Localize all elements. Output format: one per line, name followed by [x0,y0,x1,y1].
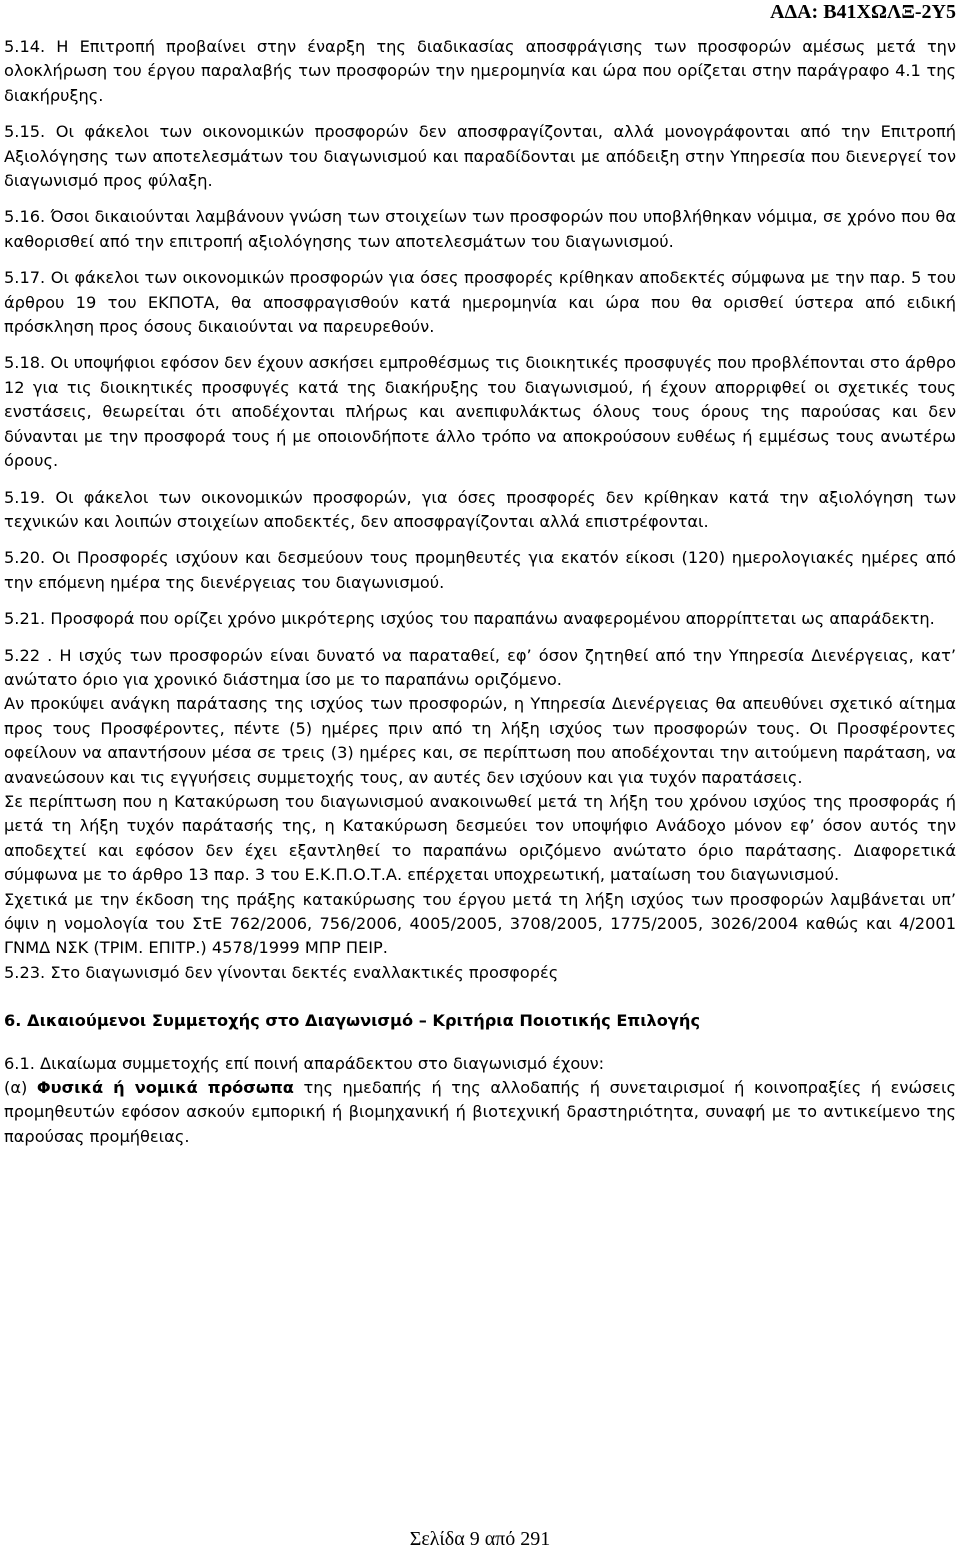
item-a-marker: (α) [4,1078,37,1098]
paragraph-5-14: 5.14. Η Επιτροπή προβαίνει στην έναρξη της διαδικασίας αποσφράγισης των προσφορών αμέσως μετά την ολοκλήρωση του έργου παραλαβής των προσφορών την ημερομηνία και ώρα που ορίζεται στην παράγραφο 4.1 της διακήρυξης. [4,37,956,105]
paragraph-5-15: 5.15. Οι φάκελοι των οικονομικών προσφορών δεν αποσφραγίζονται, αλλά μονογράφονται από την Επιτροπή Αξιολόγησης των αποτελεσμάτων του διαγωνισμού και παραδίδονται με απόδειξη στην Υπηρεσία που διενεργεί τον διαγωνισμό προς φύλαξη. [4,122,956,191]
paragraph-5-18: 5.18. Οι υποψήφιοι εφόσον δεν έχουν ασκήσει εμπροθέσμως τις διοικητικές προσφυγές που προβλέπονται στο άρθρο 12 για τις διοικητικές προσφυγές κατά της διακήρυξης του διαγωνισμού, ή έχουν απορριφθεί οι σχετικές τους ενστάσεις, θεωρείται ότι αποδέχονται πλήρως και ανεπιφυλάκτως όλους τους όρους της παρούσας και δεν δύνανται με την προσφορά τους ή με οποιονδήποτε άλλο τρόπο να αποκρούσουν ευθέως ή εμμέσως τους ανωτέρω όρους. [4,353,956,471]
paragraph-5-21: 5.21. Προσφορά που ορίζει χρόνο μικρότερης ισχύος του παραπάνω αναφερομένου απορρίπτεται ως απαράδεκτη. [4,609,935,629]
section-6-heading: 6. Δικαιούμενοι Συμμετοχής στο Διαγωνισμό – Κριτήρια Ποιοτικής Επιλογής [4,1011,701,1031]
paragraph-5-22: 5.22 . Η ισχύς των προσφορών είναι δυνατό να παραταθεί, εφ’ όσον ζητηθεί από την Υπηρεσία Διενέργειας, κατ’ ανώτατο όριο για χρονικό διάστημα ίσο με το παραπάνω οριζόμενο. [4,645,956,689]
paragraph-5-17: 5.17. Οι φάκελοι των οικονομικών προσφορών για όσες προσφορές κρίθηκαν αποδεκτές σύμφωνα με την παρ. 5 του άρθρου 19 του ΕΚΠΟΤΑ, θα αποσφραγισθούν κατά ημερομηνία και ώρα που θα ορισθεί ύστερα από ειδική πρόσκληση προς όσους δικαιούνται να παρευρεθούν. [4,268,956,337]
item-a-bold-term: Φυσικά ή νομικά πρόσωπα [36,1078,294,1098]
paragraph-5-22-extension: Αν προκύψει ανάγκη παράτασης της ισχύος των προσφορών, η Υπηρεσία Διενέργειας θα απευθύνει σχετικό αίτημα προς τους Προσφέροντες, πέντε (5) ημέρες πριν από τη λήξη ισχύος των προσφορών τους. Οι Προσφέροντες οφείλουν να απαντήσουν μέσα σε τρεις (3) ημέρες και, σε περίπτωση που αποδέχονται την αιτούμενη παράταση, να ανανεώσουν και τις εγγυήσεις συμμετοχής τους, αν αυτές δεν ισχύουν και για τυχόν παρατάσεις. [4,694,956,787]
paragraph-5-23: 5.23. Στο διαγωνισμό δεν γίνονται δεκτές εναλλακτικές προσφορές [4,962,559,982]
document-body [4,35,956,1149]
paragraph-5-22-award: Σε περίπτωση που η Κατακύρωση του διαγωνισμού ανακοινωθεί μετά τη λήξη του χρόνου ισχύος της προσφοράς ή μετά τη λήξη τυχόν παράτασής της, η Κατακύρωση δεσμεύει τον υποψήφιο Ανάδοχο μόνον εφ’ όσον αυτός την αποδεχτεί και εφόσον δεν έχει εξαντληθεί το παραπάνω οριζόμενο ανώτατο όριο παράτασης. Διαφορετικά σύμφωνα με το άρθρο 13 παρ. 3 του Ε.Κ.Π.Ο.Τ.Α. επέρχεται υποχρεωτική, ματαίωση του διαγωνισμού. [4,791,956,885]
item-a-text: της ημεδαπής ή της αλλοδαπής ή συνεταιρισμοί ή κοινοπραξίες ή ενώσεις προμηθευτών εφόσον ασκούν εμπορική ή βιομηχανική ή βιοτεχνική δραστηριότητα, συναφή με το αντικείμενο της παρούσας προμήθειας. [4,1078,956,1146]
paragraph-6-1: 6.1. Δικαίωμα συμμετοχής επί ποινή απαράδεκτου στο διαγωνισμό έχουν: [4,1053,605,1073]
paragraph-5-19: 5.19. Οι φάκελοι των οικονομικών προσφορών, για όσες προσφορές δεν κρίθηκαν κατά την αξιολόγηση των τεχνικών και λοιπών στοιχείων αποδεκτές, δεν αποσφραγίζονται αλλά επιστρέφονται. [4,487,956,531]
page-number: Σελίδα 9 από 291 [409,1528,551,1550]
paragraph-5-16: 5.16. Όσοι δικαιούνται λαμβάνουν γνώση των στοιχείων των προσφορών που υποβλήθηκαν νόμιμα, σε χρόνο που θα καθορισθεί από την επιτροπή αξιολόγησης των αποτελεσμάτων του διαγωνισμού. [4,207,956,251]
ada-code: ΑΔΑ: Β41ΧΩΛΞ-2Υ5 [770,1,956,23]
paragraph-5-22-caselaw: Σχετικά με την έκδοση της πράξης κατακύρωσης του έργου μετά τη λήξη ισχύος των προσφορών λαμβάνεται υπ’ όψιν η νομολογία του ΣτΕ 762/2006, 756/2006, 4005/2005, 3708/2005, 1775/2005, 3026/2004 καθώς και 4/2001 ΓΝΜΔ ΝΣΚ (ΤΡΙΜ. ΕΠΙΤΡ.) 4578/1999 ΜΠΡ ΠΕΙΡ. [4,889,956,958]
paragraph-6-1-a [4,1076,956,1149]
paragraph-5-20: 5.20. Οι Προσφορές ισχύουν και δεσμεύουν τους προμηθευτές για εκατόν είκοσι (120) ημερολογιακές ημέρες από την επόμενη ημέρα της διενέργειας του διαγωνισμού. [4,548,956,592]
